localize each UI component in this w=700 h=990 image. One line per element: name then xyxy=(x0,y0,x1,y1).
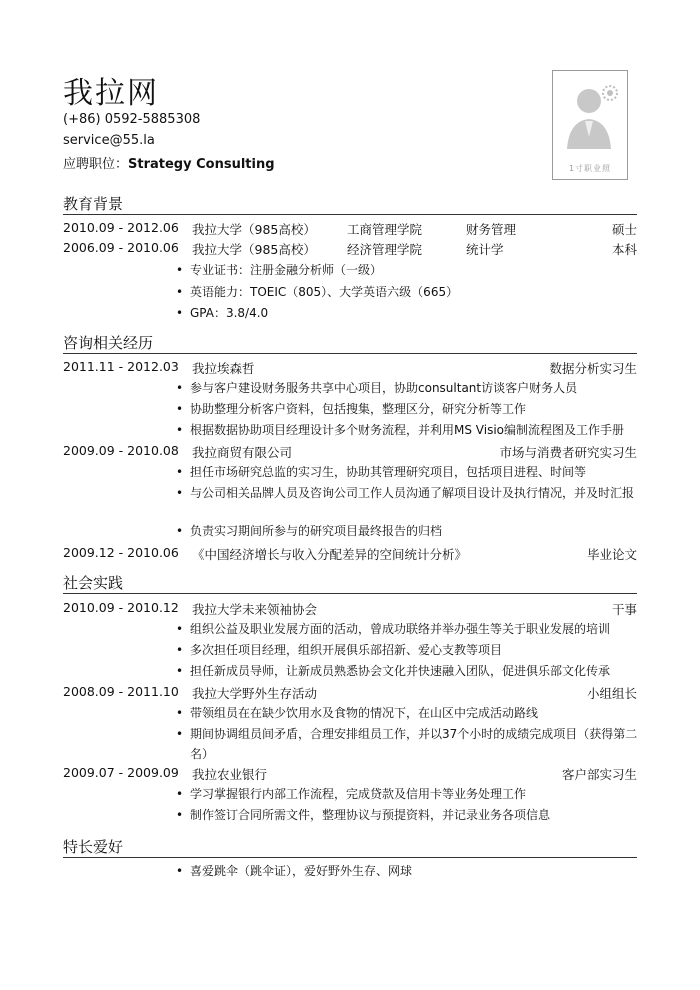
experience-row xyxy=(63,765,637,785)
person-silhouette-icon xyxy=(553,71,627,166)
photo-caption: 1寸职业照 xyxy=(568,164,612,173)
candidate-name: 我拉网 xyxy=(63,76,159,111)
experience-date: 2011.11 - 2012.03 xyxy=(63,359,179,374)
experience-org: 我拉大学未来领袖协会 xyxy=(192,602,318,617)
experience-row xyxy=(63,600,637,620)
list-item: • 喜爱跳伞（跳伞证），爱好野外生存、网球 xyxy=(176,864,413,878)
education-row xyxy=(63,220,637,240)
thesis-title: 《中国经济增长与收入分配差异的空间统计分析》 xyxy=(192,547,468,562)
position-value: Strategy Consulting xyxy=(128,157,275,172)
list-item: • 期间协调组员间矛盾，合理安排组员工作，并以37个小时的成绩完成项目（获得第二名） xyxy=(176,727,638,761)
education-degree: 本科 xyxy=(611,242,637,257)
education-row xyxy=(63,240,637,260)
list-item: • 英语能力：TOEIC（805）、大学英语六级（665） xyxy=(176,285,459,299)
experience-role: 小组组长 xyxy=(586,686,637,701)
education-major: 统计学 xyxy=(466,242,504,257)
section-title-consulting: 咨询相关经历 xyxy=(63,334,154,352)
experience-date: 2009.07 - 2009.09 xyxy=(63,765,179,780)
list-item: • 专业证书：注册金融分析师（一级） xyxy=(176,263,383,277)
section-divider xyxy=(63,857,637,858)
experience-role: 数据分析实习生 xyxy=(549,361,637,376)
education-dept: 工商管理学院 xyxy=(347,222,423,237)
phone-number: (+86) 0592-5885308 xyxy=(63,112,201,127)
experience-role: 干事 xyxy=(611,602,637,617)
experience-row xyxy=(63,359,637,379)
thesis-date: 2009.12 - 2010.06 xyxy=(63,545,179,560)
list-item: • 与公司相关品牌人员及咨询公司工作人员沟通了解项目设计及执行情况，并及时汇报 xyxy=(176,486,635,500)
education-school: 我拉大学（985高校） xyxy=(192,222,316,237)
experience-org: 我拉农业银行 xyxy=(192,767,268,782)
list-item: • 参与客户建设财务服务共享中心项目，协助consultant访谈客户财务人员 xyxy=(176,381,578,395)
section-divider xyxy=(63,593,637,594)
section-title-hobbies: 特长爱好 xyxy=(63,838,124,856)
list-item: • 多次担任项目经理，组织开展俱乐部招新、爱心支教等项目 xyxy=(176,643,503,657)
experience-org: 我拉埃森哲 xyxy=(192,361,255,376)
thesis-row xyxy=(63,545,637,565)
list-item: • 带领组员在在缺少饮用水及食物的情况下，在山区中完成活动路线 xyxy=(176,706,539,720)
list-item: • 制作签订合同所需文件，整理协议与预提资料，并记录业务各项信息 xyxy=(176,808,551,822)
list-item: • 协助整理分析客户资料，包括搜集，整理区分，研究分析等工作 xyxy=(176,402,527,416)
experience-row xyxy=(63,443,637,463)
email-address: service@55.la xyxy=(63,133,155,148)
experience-date: 2009.09 - 2010.08 xyxy=(63,443,179,458)
thesis-label: 毕业论文 xyxy=(586,547,637,562)
list-item: • GPA：3.8/4.0 xyxy=(176,306,269,320)
education-degree: 硕士 xyxy=(611,222,637,237)
education-school: 我拉大学（985高校） xyxy=(192,242,316,257)
section-divider xyxy=(63,214,637,215)
list-item: • 负责实习期间所参与的研究项目最终报告的归档 xyxy=(176,524,443,538)
experience-date: 2008.09 - 2011.10 xyxy=(63,684,179,699)
experience-org: 我拉商贸有限公司 xyxy=(192,445,293,460)
profile-photo xyxy=(552,70,628,180)
experience-role: 市场与消费者研究实习生 xyxy=(499,445,637,460)
experience-row xyxy=(63,684,637,704)
list-item: • 担任市场研究总监的实习生，协助其管理研究项目，包括项目进程、时间等 xyxy=(176,465,587,479)
list-item: • 担任新成员导师，让新成员熟悉协会文化并快速融入团队，促进俱乐部文化传承 xyxy=(176,664,611,678)
education-date: 2010.09 - 2012.06 xyxy=(63,220,179,235)
section-title-education: 教育背景 xyxy=(63,195,124,213)
list-item: • 根据数据协助项目经理设计多个财务流程，并利用MS Visio编制流程图及工作手册 xyxy=(176,423,624,437)
list-item: • 组织公益及职业发展方面的活动，曾成功联络并举办强生等关于职业发展的培训 xyxy=(176,622,611,636)
position-label: 应聘职位： xyxy=(63,157,129,172)
applied-position xyxy=(63,153,275,172)
list-item: • 学习掌握银行内部工作流程，完成贷款及信用卡等业务处理工作 xyxy=(176,787,527,801)
experience-date: 2010.09 - 2010.12 xyxy=(63,600,179,615)
experience-role: 客户部实习生 xyxy=(561,767,637,782)
experience-org: 我拉大学野外生存活动 xyxy=(192,686,318,701)
section-divider xyxy=(63,353,637,354)
education-dept: 经济管理学院 xyxy=(347,242,423,257)
education-major: 财务管理 xyxy=(466,222,517,237)
section-title-social: 社会实践 xyxy=(63,574,124,592)
education-date: 2006.09 - 2010.06 xyxy=(63,240,179,255)
